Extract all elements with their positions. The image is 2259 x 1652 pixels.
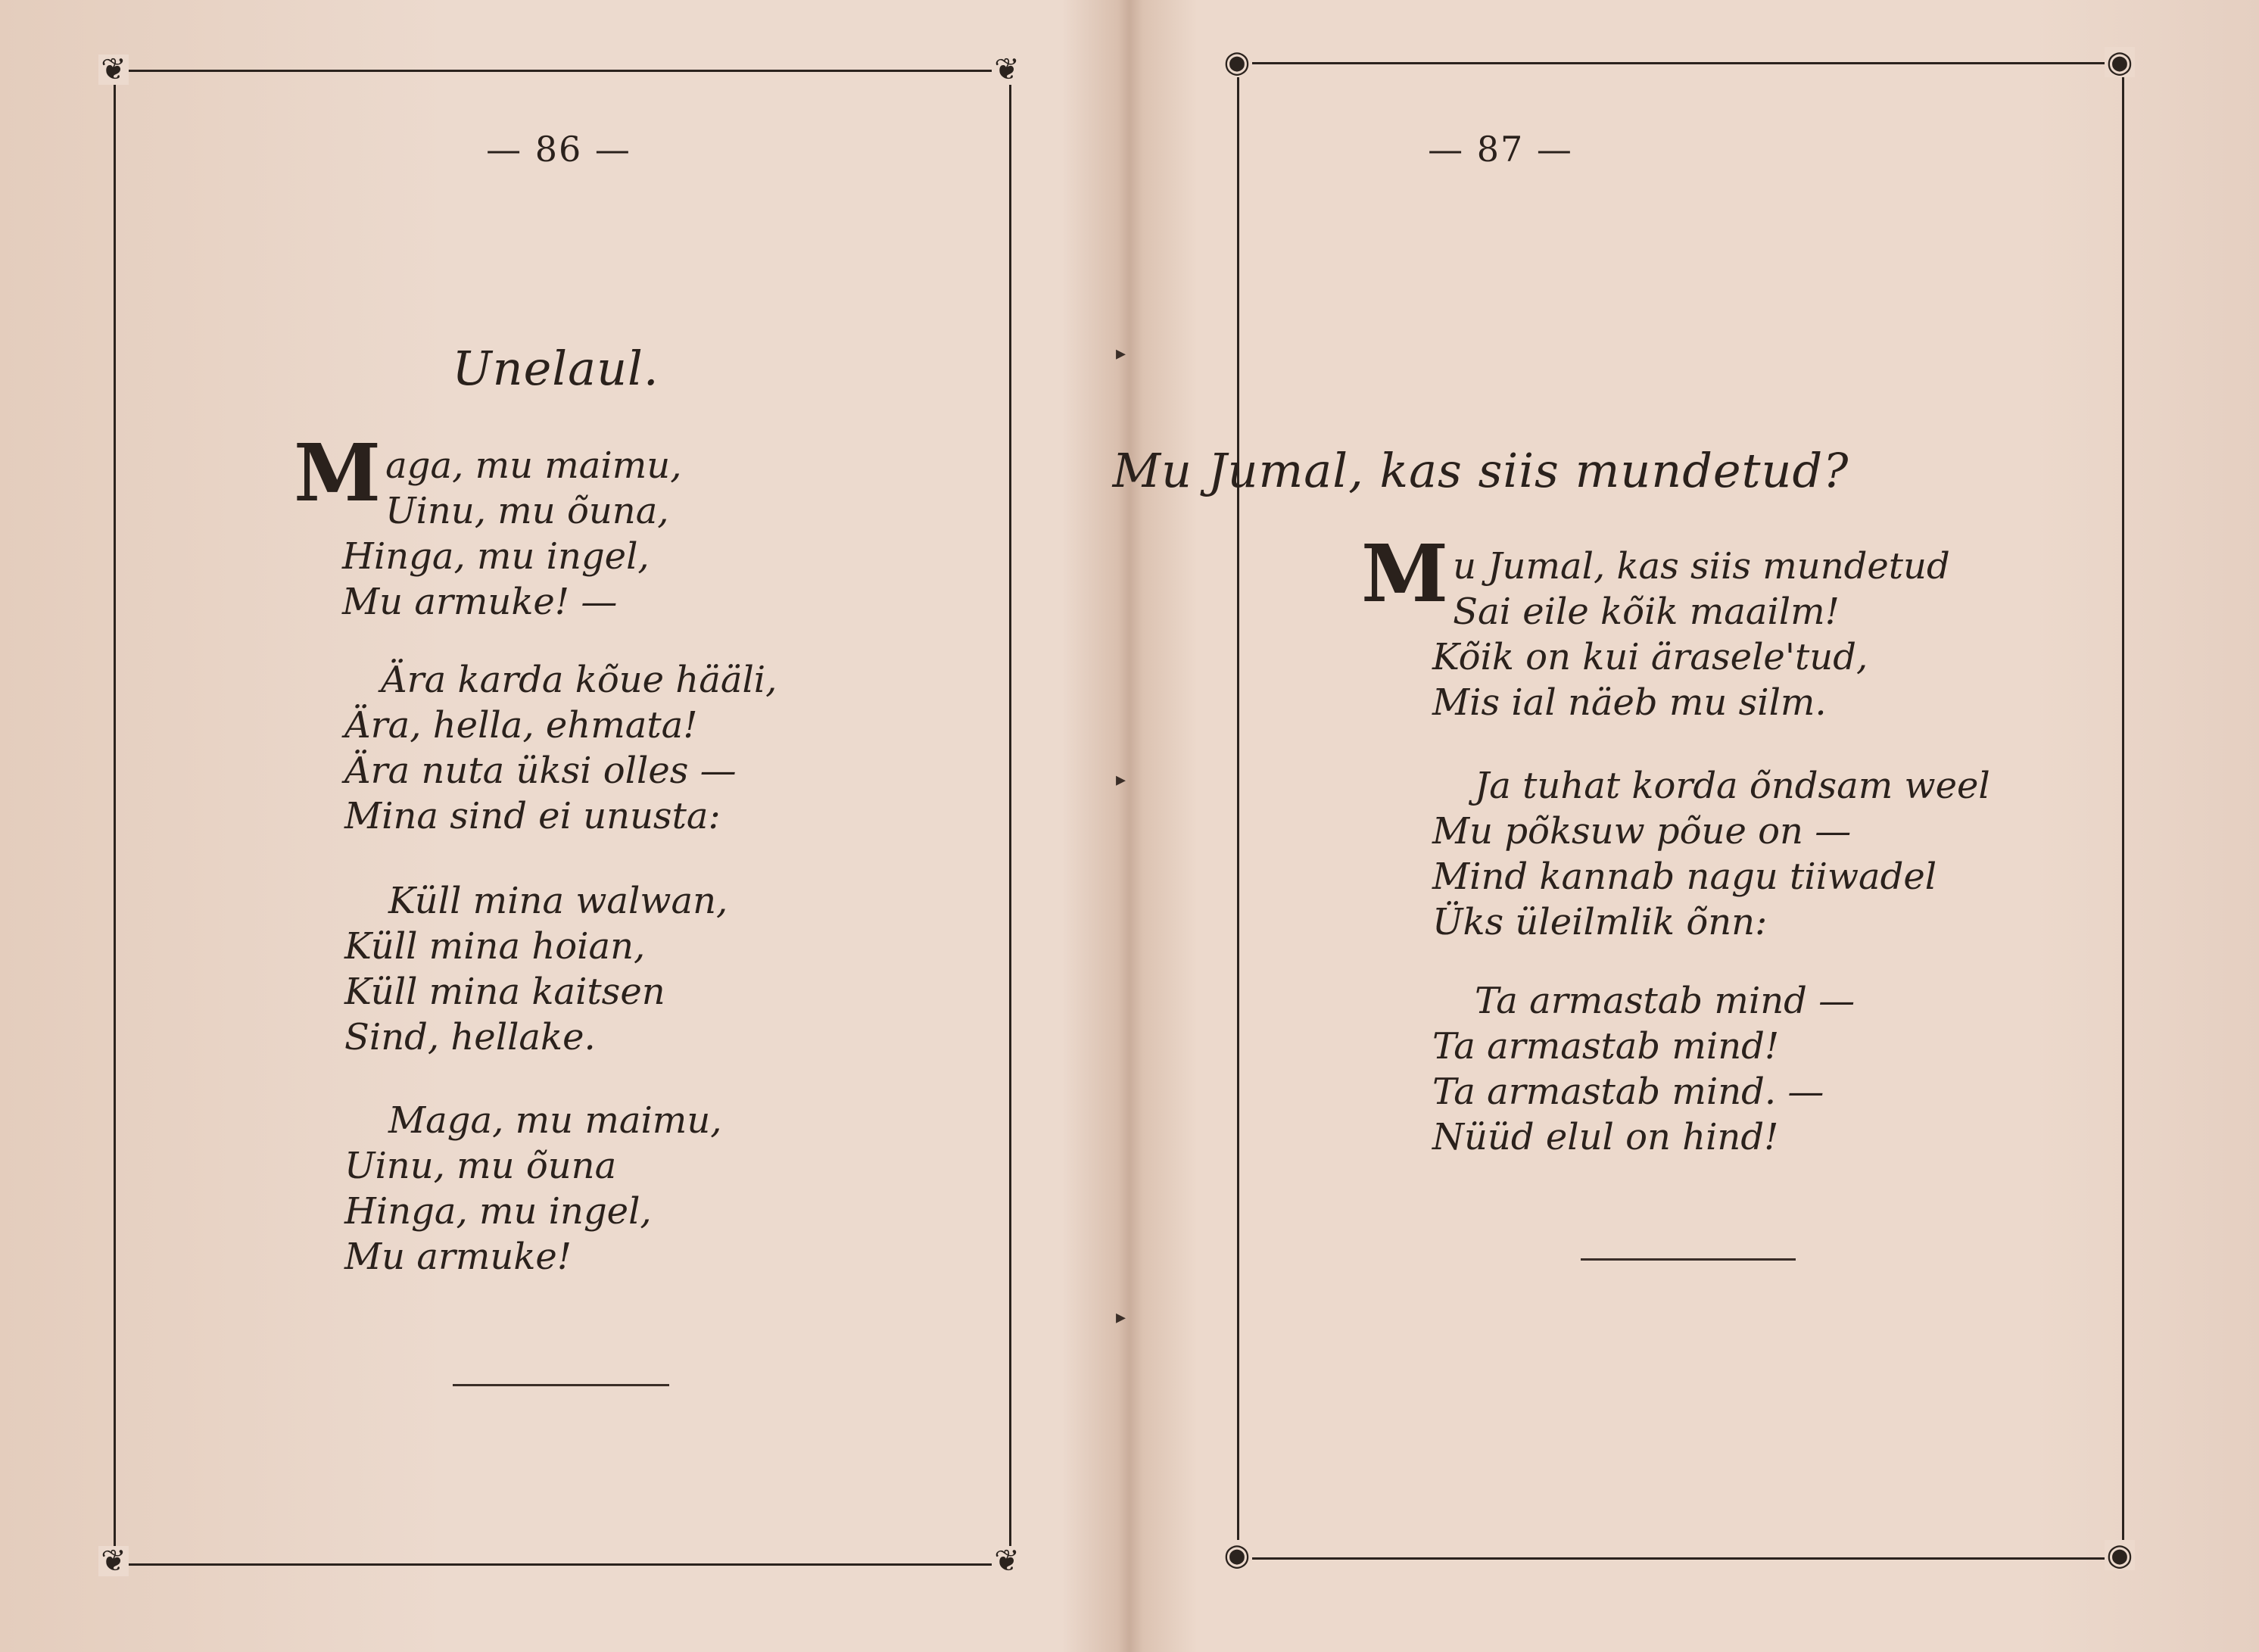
corner-ornament-icon: ❦ [98, 1546, 129, 1576]
poem-line: Mu armuke! — [342, 581, 618, 623]
poem-line: Ja tuhat korda õndsam weel [1475, 765, 1990, 807]
corner-ornament-icon: ◉ [2105, 1540, 2135, 1570]
poem-line: Mis ial näeb mu silm. [1432, 681, 1827, 724]
stanza [1432, 978, 1855, 1160]
stanza [344, 1098, 721, 1280]
poem-line: Küll mina kaitsen [344, 971, 665, 1013]
drop-cap: M [1361, 527, 1449, 620]
gutter-speck: ▸ [1116, 342, 1126, 365]
corner-ornament-icon: ◉ [1222, 1540, 1252, 1570]
poem-line: Maga, mu maimu, [388, 1099, 722, 1142]
poem-line: u Jumal, kas siis mundetud [1453, 545, 1950, 588]
poem-line: Sind, hellake. [344, 1016, 596, 1058]
page-number: — 87 — [1428, 129, 1573, 170]
end-rule [453, 1384, 669, 1386]
stanza [1432, 763, 1990, 945]
poem-line: Sai eile kõik maailm! [1453, 591, 1840, 633]
corner-ornament-icon: ◉ [1222, 47, 1252, 77]
poem-line: Küll mina hoian, [344, 925, 646, 968]
poem-line: Mu armuke! [344, 1236, 572, 1278]
poem-line: Mu põksuw põue on — [1432, 810, 1852, 852]
corner-ornament-icon: ❦ [992, 55, 1022, 85]
corner-ornament-icon: ❦ [992, 1546, 1022, 1576]
poem-line: Mind kannab nagu tiiwadel [1432, 856, 1937, 898]
corner-ornament-icon: ◉ [2105, 47, 2135, 77]
poem-line: Ta armastab mind. — [1432, 1071, 1824, 1113]
poem-line: Ära karda kõue hääli, [381, 659, 777, 701]
poem-line: Kõik on kui ärasele'tud, [1432, 636, 1868, 678]
poem-line: Ära, hella, ehmata! [344, 704, 698, 747]
corner-ornament-icon: ❦ [98, 55, 129, 85]
stanza [344, 657, 777, 839]
drop-cap: M [294, 426, 382, 519]
poem-line: Ära nuta üksi olles — [344, 750, 737, 792]
poem-line: Mina sind ei unusta: [344, 795, 721, 837]
stanza [1361, 527, 1950, 725]
poem-line: Üks üleilmlik õnn: [1432, 901, 1768, 943]
poem-line: Uinu, mu õuna, [385, 490, 669, 532]
stanza [294, 426, 682, 625]
poem-line: Küll mina walwan, [388, 880, 728, 922]
poem-line: aga, mu maimu, [385, 444, 682, 487]
page-number: — 86 — [486, 129, 631, 170]
poem-line: Hinga, mu ingel, [344, 1190, 652, 1233]
stanza [344, 878, 728, 1060]
left-page [0, 0, 1120, 1652]
poem-line: Ta armastab mind — [1475, 980, 1855, 1022]
gutter-speck: ▸ [1116, 1306, 1126, 1329]
poem-line: Ta armastab mind! [1432, 1025, 1780, 1068]
poem-title: Mu Jumal, kas siis mundetud? [1112, 443, 1849, 498]
poem-title: Unelaul. [452, 341, 659, 396]
poem-line: Hinga, mu ingel, [342, 535, 650, 578]
poem-line: Nüüd elul on hind! [1432, 1116, 1779, 1158]
end-rule [1581, 1258, 1796, 1261]
poem-line: Uinu, mu õuna [344, 1145, 617, 1187]
right-page [1112, 0, 2259, 1652]
gutter-speck: ▸ [1116, 768, 1126, 791]
